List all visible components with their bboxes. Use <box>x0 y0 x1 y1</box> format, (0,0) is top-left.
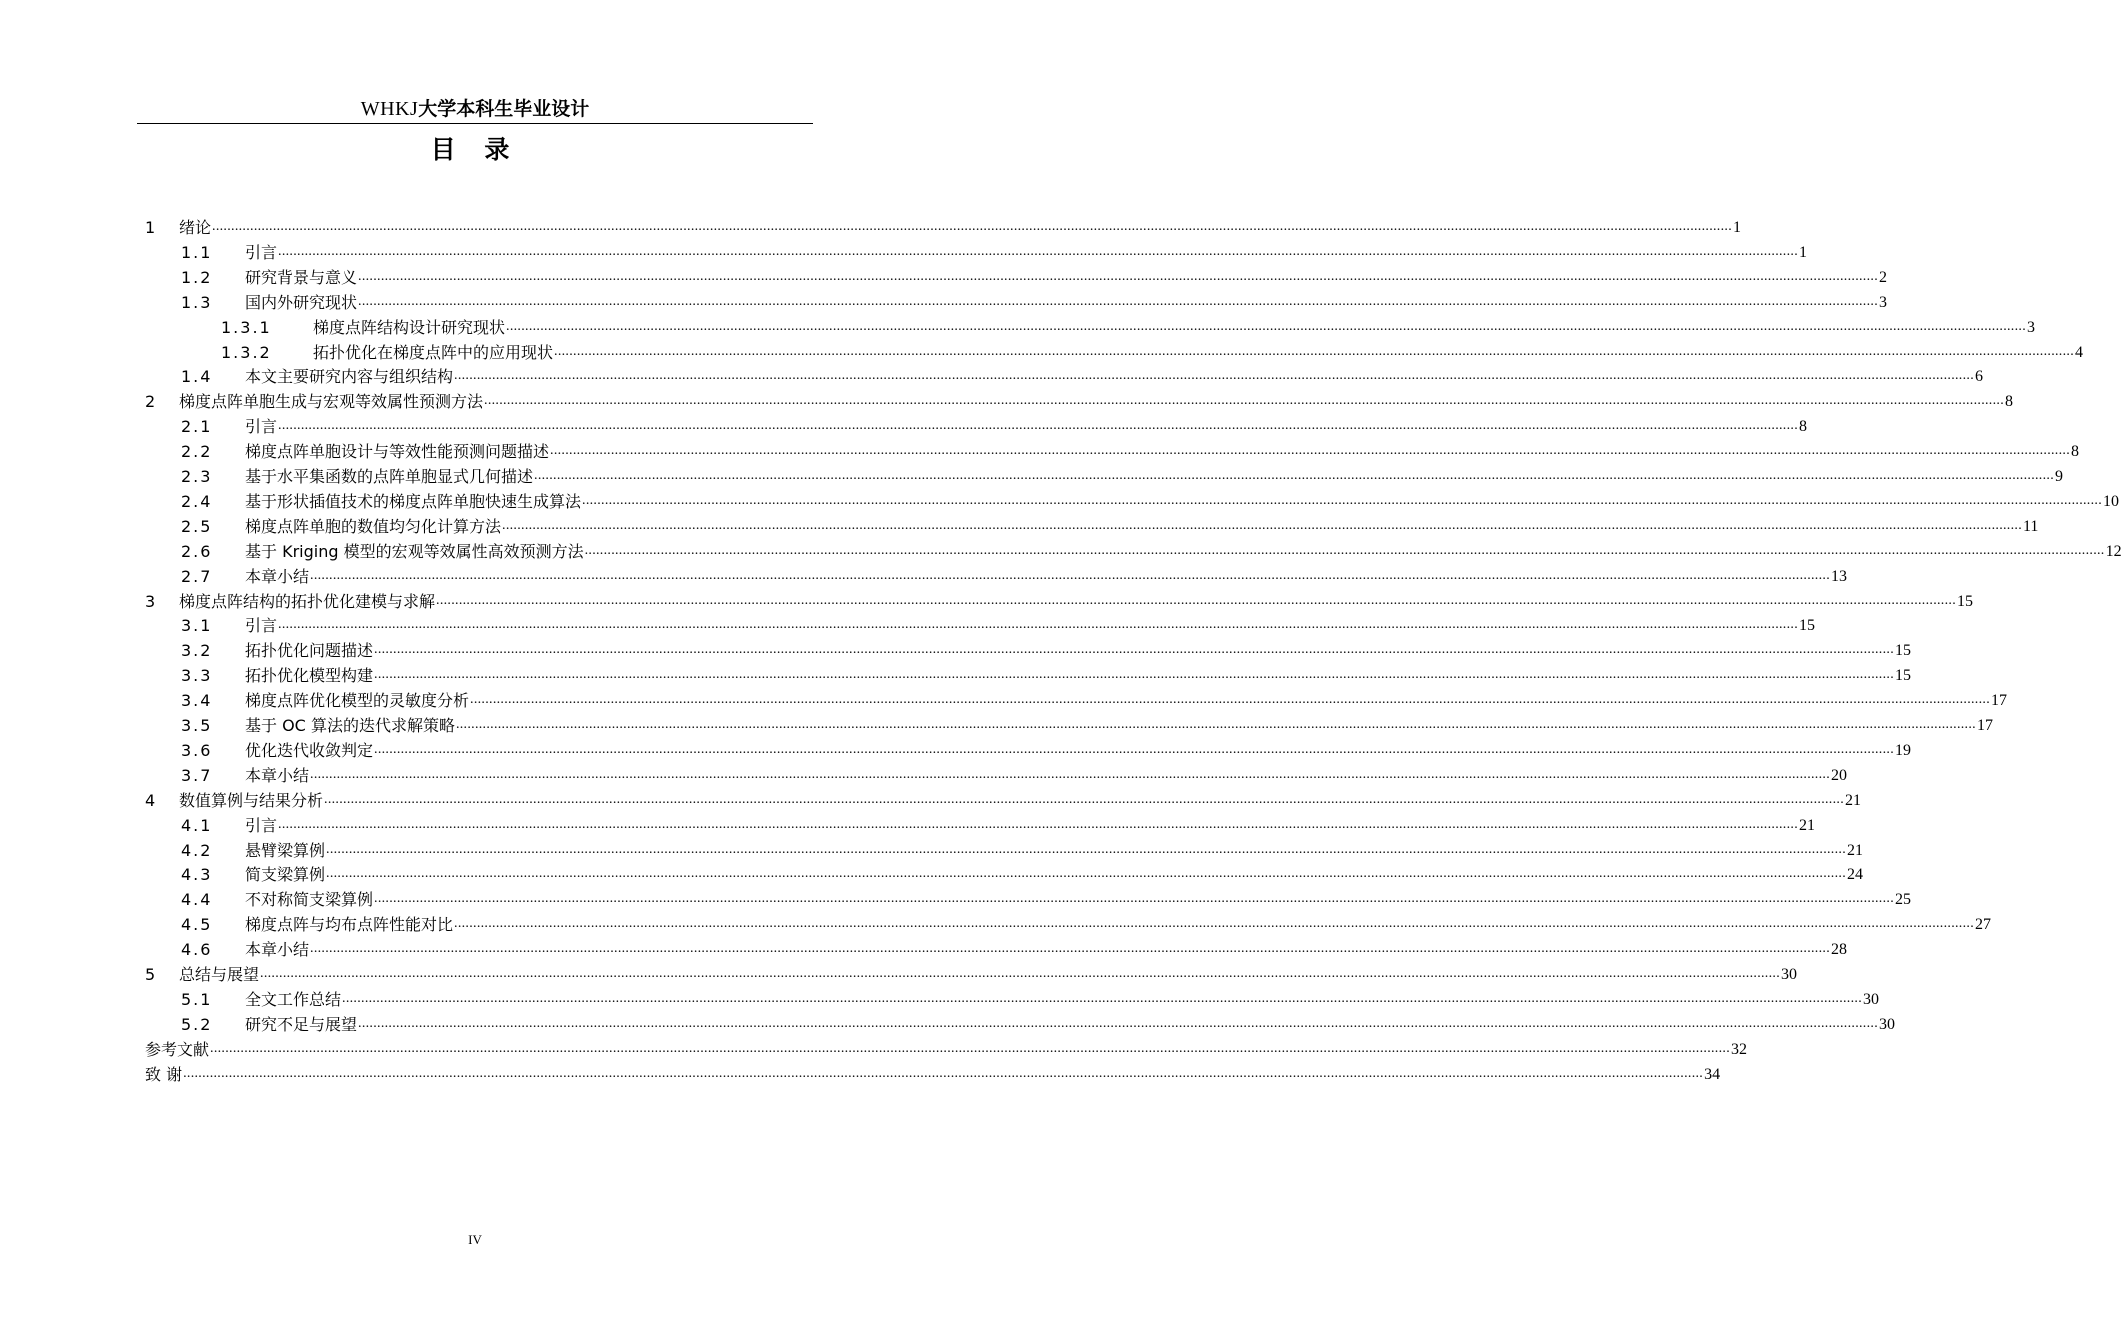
toc-leader-dots: ................................................................................................................................................................................................................................................................................................................................................................................................................ <box>374 667 1895 683</box>
toc-entry[interactable] <box>181 712 1993 736</box>
toc-leader-dots: ................................................................................................................................................................................................................................................................................................................................................................................................................ <box>358 1015 1879 1031</box>
toc-leader-dots: ................................................................................................................................................................................................................................................................................................................................................................................................................ <box>310 766 1831 782</box>
toc-entry[interactable] <box>181 1011 1896 1035</box>
toc-leader-dots: ................................................................................................................................................................................................................................................................................................................................................................................................................ <box>455 717 1976 732</box>
toc-entry[interactable] <box>145 1036 1748 1060</box>
toc-entry-number: 3 <box>145 591 156 611</box>
toc-entry-number: 2.1 <box>181 417 213 437</box>
toc-entry-page: 1 <box>1733 219 1742 236</box>
toc-leader-dots: ................................................................................................................................................................................................................................................................................................................................................................................................................ <box>278 617 1799 633</box>
toc-leader-dots: ................................................................................................................................................................................................................................................................................................................................................................................................................ <box>374 891 1895 907</box>
toc-leader-dots: ................................................................................................................................................................................................................................................................................................................................................................................................................ <box>554 343 2075 359</box>
toc-entry-number: 4.5 <box>181 915 213 935</box>
toc-entry-page: 8 <box>1799 418 1808 436</box>
toc-leader-dots: ................................................................................................................................................................................................................................................................................................................................................................................................................ <box>502 517 2023 533</box>
toc-entry-label: 拓扑优化模型构建 <box>245 666 374 686</box>
toc-leader-dots: ................................................................................................................................................................................................................................................................................................................................................................................................................ <box>210 1040 1731 1056</box>
toc-entry[interactable] <box>181 662 1912 686</box>
toc-entry[interactable] <box>145 214 1742 238</box>
toc-entry-number: 5 <box>145 965 156 984</box>
toc-entry-number: 5.1 <box>181 989 213 1009</box>
toc-entry-label: 基于 OC 算法的迭代求解策略 <box>245 716 455 735</box>
toc-entry-page: 27 <box>1975 916 1992 934</box>
toc-entry[interactable] <box>181 812 1816 836</box>
toc-entry-page: 21 <box>1799 816 1816 834</box>
toc-entry-page: 20 <box>1831 766 1848 784</box>
toc-entry-number: 5.2 <box>181 1014 213 1034</box>
toc-entry-page: 34 <box>1704 1065 1721 1083</box>
toc-entry-page: 17 <box>1976 717 1993 734</box>
toc-entry-number: 1.3 <box>181 292 213 312</box>
toc-entry-page: 15 <box>1895 642 1912 660</box>
toc-entry-label: 引言 <box>245 815 278 835</box>
toc-leader-dots: ................................................................................................................................................................................................................................................................................................................................................................................................................ <box>358 293 1879 309</box>
toc-entry-page: 8 <box>2071 443 2080 461</box>
toc-entry-page: 12 <box>2105 542 2122 560</box>
toc-entry-number: 4.2 <box>181 840 213 860</box>
toc-entry[interactable] <box>181 837 1864 861</box>
toc-entry-label: 梯度点阵与均布点阵性能对比 <box>245 915 454 935</box>
toc-entry-number: 3.3 <box>181 666 213 686</box>
toc-entry-label: 总结与展望 <box>179 965 260 984</box>
toc-leader-dots: ................................................................................................................................................................................................................................................................................................................................................................................................................ <box>454 916 1975 932</box>
toc-entry-label: 本章小结 <box>245 940 310 960</box>
toc-entry[interactable] <box>221 314 2036 338</box>
toc-leader-dots: ................................................................................................................................................................................................................................................................................................................................................................................................................ <box>212 219 1733 234</box>
toc-entry[interactable] <box>145 1061 1721 1085</box>
toc-entry-number: 3.2 <box>181 641 213 661</box>
toc-leader-dots: ................................................................................................................................................................................................................................................................................................................................................................................................................ <box>484 393 2005 409</box>
toc-entry-label: 引言 <box>245 417 278 437</box>
toc-entry-number: 1.3.2 <box>221 342 272 362</box>
toc-entry-page: 3 <box>1879 293 1888 311</box>
toc-entry-label: 参考文献 <box>145 1039 210 1059</box>
toc-entry-number: 4 <box>145 790 156 810</box>
toc-entry-label: 绪论 <box>179 218 212 237</box>
toc-entry-number: 2 <box>145 392 156 412</box>
toc-entry-label: 梯度点阵单胞的数值均匀化计算方法 <box>245 516 502 536</box>
toc-title: 目 录 <box>430 135 520 164</box>
toc-entry-page: 13 <box>1831 567 1848 585</box>
toc-entry-number: 3.6 <box>181 740 213 760</box>
toc-entry[interactable] <box>181 239 1808 263</box>
header-school-cn: 大学本科生毕业设计 <box>418 98 590 120</box>
toc-entry-number: 4.4 <box>181 890 213 910</box>
toc-entry-label: 梯度点阵单胞设计与等效性能预测问题描述 <box>245 442 550 462</box>
toc-entry[interactable] <box>181 762 1848 786</box>
toc-entry-number: 3.1 <box>181 616 213 636</box>
toc-entry-label: 基于水平集函数的点阵单胞显式几何描述 <box>245 467 534 486</box>
toc-entry-label: 全文工作总结 <box>245 989 342 1009</box>
toc-entry-number: 2.5 <box>181 516 213 536</box>
toc-leader-dots: ................................................................................................................................................................................................................................................................................................................................................................................................................ <box>374 741 1895 757</box>
document-header <box>137 96 813 122</box>
toc-entry[interactable] <box>181 563 1848 587</box>
toc-entry-page: 4 <box>2075 343 2084 361</box>
page-number: IV <box>468 1232 482 1247</box>
toc-leader-dots: ................................................................................................................................................................................................................................................................................................................................................................................................................ <box>278 243 1799 259</box>
toc-entry-page: 19 <box>1895 741 1912 759</box>
toc-entry[interactable] <box>181 264 1888 288</box>
toc-entry[interactable] <box>181 413 1808 437</box>
toc-entry-page: 8 <box>2005 393 2014 411</box>
toc-entry-label: 引言 <box>245 242 278 262</box>
toc-leader-dots: ................................................................................................................................................................................................................................................................................................................................................................................................................ <box>326 841 1847 857</box>
toc-leader-dots: ................................................................................................................................................................................................................................................................................................................................................................................................................ <box>326 866 1847 882</box>
toc-entry-number: 3.7 <box>181 765 213 785</box>
toc-leader-dots: ................................................................................................................................................................................................................................................................................................................................................................................................................ <box>470 692 1991 708</box>
toc-entry[interactable] <box>181 986 1880 1010</box>
toc-entry[interactable] <box>181 737 1912 761</box>
toc-leader-dots: ................................................................................................................................................................................................................................................................................................................................................................................................................ <box>550 443 2071 459</box>
toc-entry-number: 2.6 <box>181 541 213 561</box>
toc-entry-number: 4.6 <box>181 940 213 960</box>
toc-leader-dots: ................................................................................................................................................................................................................................................................................................................................................................................................................ <box>584 542 2105 558</box>
toc-entry[interactable] <box>181 363 1984 387</box>
toc-entry-label: 基于形状插值技术的梯度点阵单胞快速生成算法 <box>245 491 582 511</box>
toc-entry-number: 3.5 <box>181 716 213 735</box>
toc-leader-dots: ................................................................................................................................................................................................................................................................................................................................................................................................................ <box>324 791 1845 807</box>
toc-entry-label: 基于 Kriging 模型的宏观等效属性高效预测方法 <box>245 541 584 561</box>
toc-entry-label: 数值算例与结果分析 <box>179 790 324 810</box>
header-school-latin: WHKJ <box>360 98 419 120</box>
toc-entry-page: 2 <box>1879 268 1888 286</box>
toc-entry-page: 15 <box>1799 617 1816 635</box>
toc-entry[interactable] <box>145 961 1798 985</box>
toc-entry-number: 1 <box>145 218 156 237</box>
toc-entry-number: 1.4 <box>181 367 213 387</box>
toc-entry[interactable] <box>181 886 1912 910</box>
toc-entry-page: 30 <box>1781 966 1798 983</box>
toc-entry[interactable] <box>181 463 2064 487</box>
toc-entry-label: 梯度点阵优化模型的灵敏度分析 <box>245 691 470 711</box>
toc-entry-page: 30 <box>1863 990 1880 1008</box>
toc-leader-dots: ................................................................................................................................................................................................................................................................................................................................................................................................................ <box>310 567 1831 583</box>
toc-entry-label: 梯度点阵单胞生成与宏观等效属性预测方法 <box>179 392 484 412</box>
toc-entry-number: 1.2 <box>181 267 213 287</box>
toc-entry[interactable] <box>181 488 2120 512</box>
toc-entry-number: 3.4 <box>181 691 213 711</box>
toc-entry-page: 30 <box>1879 1015 1896 1033</box>
toc-entry-page: 21 <box>1847 841 1864 859</box>
toc-entry-number: 4.1 <box>181 815 213 835</box>
toc-entry[interactable] <box>181 936 1848 960</box>
toc-entry-label: 优化迭代收敛判定 <box>245 740 374 760</box>
toc-leader-dots: ................................................................................................................................................................................................................................................................................................................................................................................................................ <box>582 492 2103 508</box>
toc-entry-label: 悬臂梁算例 <box>245 840 326 860</box>
toc-entry[interactable] <box>181 687 2008 711</box>
toc-entry[interactable] <box>145 787 1862 811</box>
toc-entry-label: 研究背景与意义 <box>245 267 358 287</box>
toc-entry-page: 1 <box>1799 243 1808 261</box>
toc-entry-page: 32 <box>1731 1040 1748 1058</box>
toc-leader-dots: ................................................................................................................................................................................................................................................................................................................................................................................................................ <box>278 418 1799 434</box>
toc-leader-dots: ................................................................................................................................................................................................................................................................................................................................................................................................................ <box>374 642 1895 658</box>
toc-leader-dots: ................................................................................................................................................................................................................................................................................................................................................................................................................ <box>358 268 1879 284</box>
toc-entry[interactable] <box>181 637 1912 661</box>
toc-entry-label: 引言 <box>245 616 278 636</box>
toc-entry-page: 24 <box>1847 866 1864 884</box>
toc-entry-label: 梯度点阵结构的拓扑优化建模与求解 <box>179 591 436 611</box>
toc-leader-dots: ................................................................................................................................................................................................................................................................................................................................................................................................................ <box>278 816 1799 832</box>
toc-entry-page: 17 <box>1991 692 2008 710</box>
toc-leader-dots: ................................................................................................................................................................................................................................................................................................................................................................................................................ <box>342 990 1863 1006</box>
toc-leader-dots: ................................................................................................................................................................................................................................................................................................................................................................................................................ <box>506 318 2027 334</box>
toc-entry[interactable] <box>221 339 2084 363</box>
toc-leader-dots: ................................................................................................................................................................................................................................................................................................................................................................................................................ <box>183 1065 1704 1081</box>
toc-entry[interactable] <box>181 911 1992 935</box>
toc-leader-dots: ................................................................................................................................................................................................................................................................................................................................................................................................................ <box>310 941 1831 957</box>
toc-entry-label: 拓扑优化在梯度点阵中的应用现状 <box>313 342 554 362</box>
toc-entry-label: 致 谢 <box>145 1064 183 1084</box>
toc-entry[interactable] <box>181 538 2122 562</box>
toc-entry-label: 国内外研究现状 <box>245 292 358 312</box>
toc-entry-label: 本文主要研究内容与组织结构 <box>245 367 454 387</box>
toc-entry-number: 4.3 <box>181 865 213 885</box>
toc-entry-number: 2.7 <box>181 566 213 586</box>
toc-entry-page: 15 <box>1957 592 1974 610</box>
toc-entry[interactable] <box>145 588 1974 612</box>
toc-entry-label: 梯度点阵结构设计研究现状 <box>313 317 506 337</box>
toc-leader-dots: ................................................................................................................................................................................................................................................................................................................................................................................................................ <box>534 468 2055 483</box>
toc-entry-page: 15 <box>1895 667 1912 685</box>
toc-entry-page: 9 <box>2055 468 2064 485</box>
toc-entry-label: 拓扑优化问题描述 <box>245 641 374 661</box>
toc-entry-label: 不对称简支梁算例 <box>245 890 374 910</box>
toc-entry-number: 2.2 <box>181 442 213 462</box>
toc-leader-dots: ................................................................................................................................................................................................................................................................................................................................................................................................................ <box>260 966 1781 981</box>
toc-entry-page: 3 <box>2027 318 2036 336</box>
toc-entry-page: 28 <box>1831 941 1848 959</box>
toc-entry[interactable] <box>181 289 1888 313</box>
toc-leader-dots: ................................................................................................................................................................................................................................................................................................................................................................................................................ <box>436 592 1957 608</box>
toc-entry-page: 21 <box>1845 791 1862 809</box>
toc-entry-label: 本章小结 <box>245 566 310 586</box>
header-rule <box>137 123 813 124</box>
toc-entry[interactable] <box>181 612 1816 636</box>
toc-entry-label: 简支梁算例 <box>245 865 326 885</box>
toc-leader-dots: ................................................................................................................................................................................................................................................................................................................................................................................................................ <box>454 368 1975 384</box>
toc-entry[interactable] <box>181 861 1864 885</box>
toc-entry-number: 2.4 <box>181 491 213 511</box>
toc-entry-label: 本章小结 <box>245 765 310 785</box>
toc-entry-page: 10 <box>2103 492 2120 510</box>
toc-entry-number: 2.3 <box>181 467 213 486</box>
toc-entry-number: 1.3.1 <box>221 317 272 337</box>
toc-entry-page: 11 <box>2023 517 2039 535</box>
toc-entry[interactable] <box>181 438 2080 462</box>
toc-entry-page: 25 <box>1895 891 1912 909</box>
toc-entry[interactable] <box>181 513 2039 537</box>
toc-entry-page: 6 <box>1975 368 1984 386</box>
toc-entry-label: 研究不足与展望 <box>245 1014 358 1034</box>
toc-entry[interactable] <box>145 388 2014 412</box>
toc-entry-number: 1.1 <box>181 242 213 262</box>
